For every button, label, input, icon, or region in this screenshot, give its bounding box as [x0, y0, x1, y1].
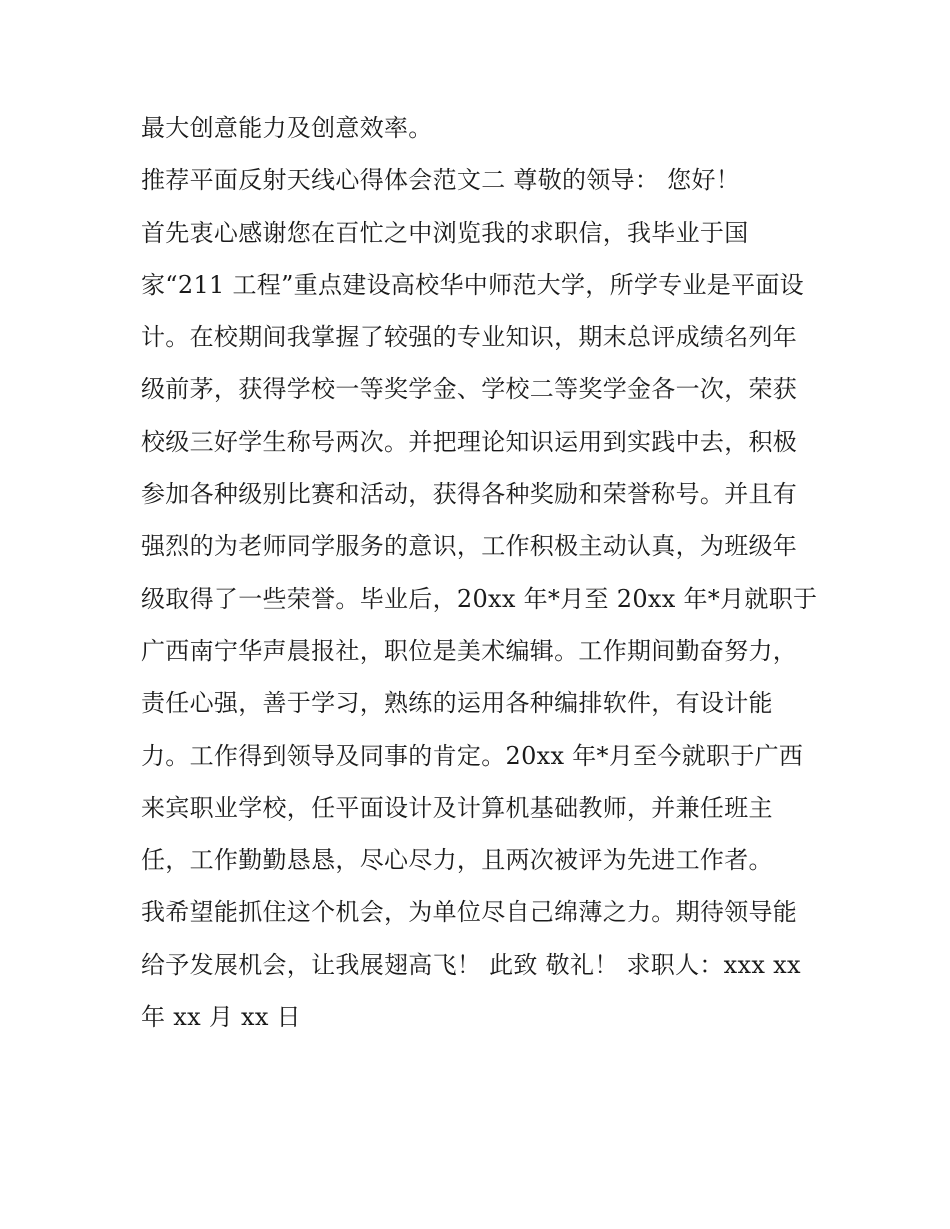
text-line: 给予发展机会，让我展翅高飞！ 此致 敬礼！ 求职人：xxx xx	[141, 950, 801, 979]
text-line: 任，工作勤勤恳恳，尽心尽力，且两次被评为先进工作者。	[141, 846, 773, 875]
text-line: 校级三好学生称号两次。并把理论知识运用到实践中去，积极	[141, 427, 798, 456]
text-line: 参加各种级别比赛和活动，获得各种奖励和荣誉称号。并且有	[141, 480, 798, 509]
text-line: 级前茅，获得学校一等奖学金、学校二等奖学金各一次，荣获	[141, 375, 798, 404]
text-line: 强烈的为老师同学服务的意识，工作积极主动认真，为班级年	[141, 532, 798, 561]
text-line: 来宾职业学校，任平面设计及计算机基础教师，并兼任班主	[141, 793, 773, 822]
text-line: 首先衷心感谢您在百忙之中浏览我的求职信，我毕业于国	[141, 218, 749, 247]
text-line: 推荐平面反射天线心得体会范文二 尊敬的领导： 您好！	[141, 166, 741, 195]
body-text	[141, 108, 821, 1049]
text-line: 责任心强，善于学习，熟练的运用各种编排软件，有设计能	[141, 689, 773, 718]
text-line: 家“211 工程”重点建设高校华中师范大学，所学专业是平面设	[141, 270, 804, 299]
text-line: 年 xx 月 xx 日	[141, 1003, 301, 1032]
text-line: 力。工作得到领导及同事的肯定。20xx 年*月至今就职于广西	[141, 741, 804, 770]
text-line: 我希望能抓住这个机会，为单位尽自己绵薄之力。期待领导能	[141, 898, 798, 927]
text-line: 广西南宁华声晨报社，职位是美术编辑。工作期间勤奋努力，	[141, 636, 798, 665]
text-line: 最大创意能力及创意效率。	[141, 114, 433, 142]
text-line: 级取得了一些荣誉。毕业后，20xx 年*月至 20xx 年*月就职于	[141, 584, 818, 613]
text-line: 计。在校期间我掌握了较强的专业知识，期末总评成绩名列年	[141, 323, 798, 352]
